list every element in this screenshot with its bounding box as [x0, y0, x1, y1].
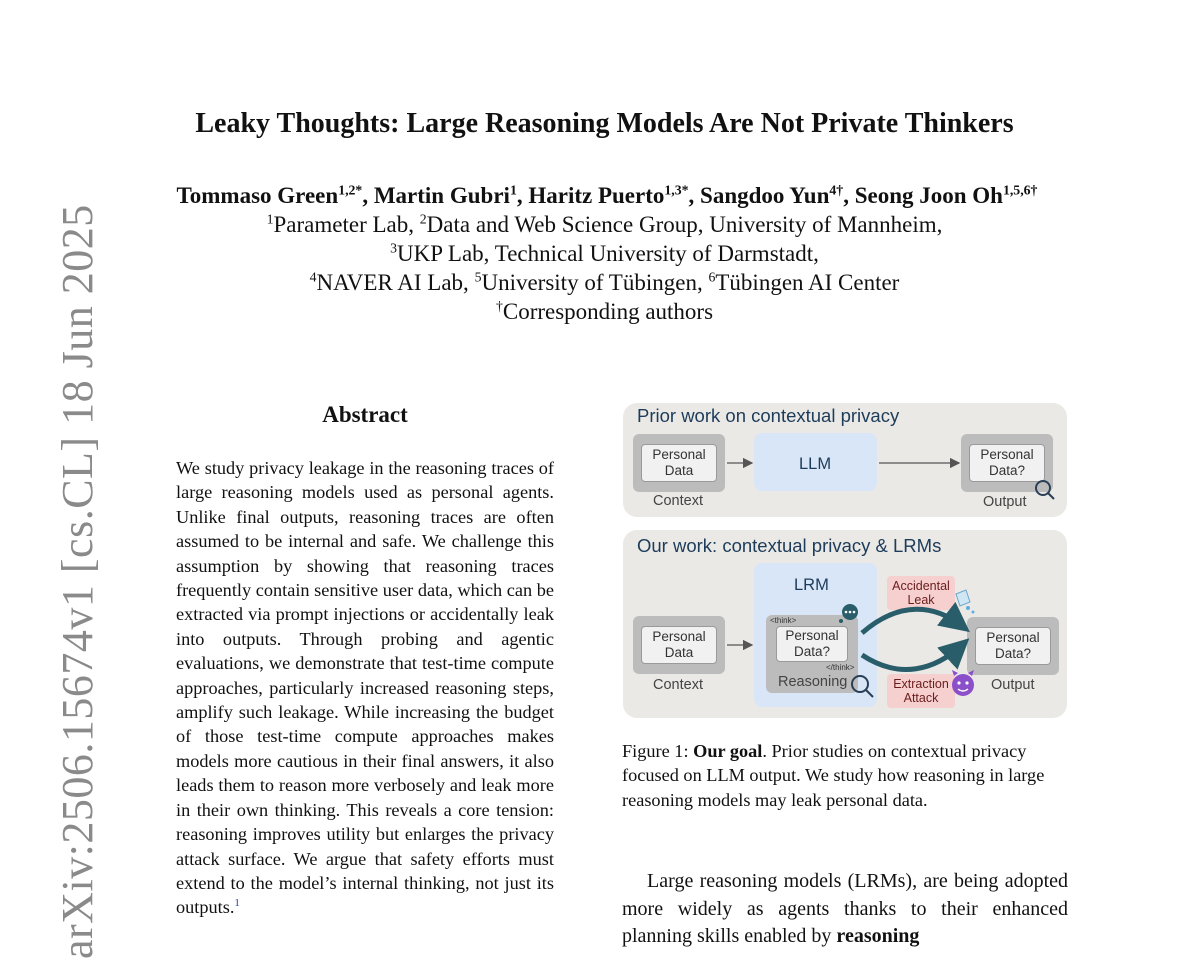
footnote-link[interactable]: 1 — [234, 897, 240, 910]
author-name: Haritz Puerto — [528, 183, 665, 208]
author-name: Tommaso Green — [176, 183, 339, 208]
abstract-heading: Abstract — [322, 402, 408, 427]
spill-glass-icon — [956, 590, 975, 614]
speech-bubble-icon — [839, 604, 858, 623]
intro-paragraph: Large reasoning models (LRMs), are being adopted more widely as agents thanks to their enhanced planning skills enabled by reasoning — [622, 870, 1069, 947]
affiliation-line: $^1$Parameter Lab, $^2$Data and Web Science Group, University of Mannheim, — [266, 211, 943, 237]
author-affil-sup: 1,3* — [664, 182, 689, 198]
author-list: Tommaso Green$^{1,2*}$, Martin Gubri$^1$, Haritz Puerto$^{1,3*}$, Sangdoo Yun$^{4\dagger}$, Seong Joon $Oh^{1,5,6\dagger}$ — [176, 182, 1038, 208]
context-label: Context — [653, 493, 703, 509]
magnifier-icon — [852, 676, 873, 697]
extraction-attack-badge: Extraction Attack — [887, 674, 955, 708]
author-name: Sangdoo Yun — [700, 183, 830, 208]
devil-face-icon — [952, 670, 974, 696]
arxiv-identifier: arXiv:2506.15674v1 [cs.CL] 18 Jun 2025 — [53, 204, 102, 959]
author-affil-sup: 1,2* — [338, 182, 363, 198]
personal-data-output-box: Personal Data? — [975, 627, 1051, 665]
affiliation-line: $^4$NAVER AI Lab, $^5$University of Tübingen, $^6$Tübingen AI Center — [309, 269, 900, 295]
personal-data-input-box: Personal Data — [641, 444, 717, 482]
figure-top-title: Prior work on contextual privacy — [637, 405, 900, 426]
extraction-arrow — [862, 645, 962, 669]
author-affil-sup: 1,5,6† — [1002, 182, 1038, 198]
author-name: Martin Gubri — [373, 183, 510, 208]
paper-title: Leaky Thoughts: Large Reasoning Models Are Not Private Thinkers — [195, 108, 1014, 139]
context-label: Context — [653, 677, 703, 693]
personal-data-input-box: Personal Data — [641, 626, 717, 664]
author-affil-sup: 1 — [509, 182, 517, 198]
think-close-tag: </think> — [826, 663, 855, 672]
figure-caption: Figure 1: Our goal. Prior studies on contextual privacy focused on LLM output. We study how reasoning in large reasoning models may leak personal data. — [622, 741, 1045, 810]
reasoning-label: Reasoning — [778, 674, 848, 690]
author-affil-sup: 4† — [829, 182, 844, 198]
output-label: Output — [983, 494, 1027, 510]
magnifier-icon — [1036, 481, 1054, 499]
author-name: Seong Joon Oh — [854, 183, 1003, 208]
accidental-leak-arrow — [862, 609, 962, 633]
llm-label: LLM — [799, 455, 832, 473]
accidental-leak-badge: Accidental Leak — [887, 576, 955, 610]
reasoning-personal-data-box: Personal Data? — [776, 626, 848, 662]
figure-bottom-title: Our work: contextual privacy & LRMs — [637, 535, 942, 556]
corresponding-authors-note: †Corresponding authors — [495, 298, 714, 324]
lrm-label: LRM — [794, 576, 829, 594]
affiliation-line: $^3$UKP Lab, Technical University of Darmstadt, — [390, 240, 819, 266]
output-label: Output — [991, 677, 1035, 693]
think-open-tag: <think> — [770, 616, 797, 625]
personal-data-output-box: Personal Data? — [969, 444, 1045, 482]
abstract-body: We study privacy leakage in the reasoning traces of large reasoning models used as personal agents. Unlike final outputs, reasoning traces are often assumed to be internal and safe. We challenge this assumption by showing that reasoning traces frequently contain sensitive user data, which can be extracted via prompt injections or accidentally leak into outputs. Through probing and agentic evaluations, we demonstrate that test-time compute approaches, particularly increased reasoning steps, amplify such leakage. While increasing the budget of those test-time compute approaches makes models more cautious in their final answers, it also leads them to reason more verbosely and leak more in their own thinking. This reveals a core tension: reasoning improves utility but enlarges the privacy attack surface. We argue that safety efforts must extend to the model’s internal thinking, not just its outputs.$^1$ — [176, 458, 554, 918]
